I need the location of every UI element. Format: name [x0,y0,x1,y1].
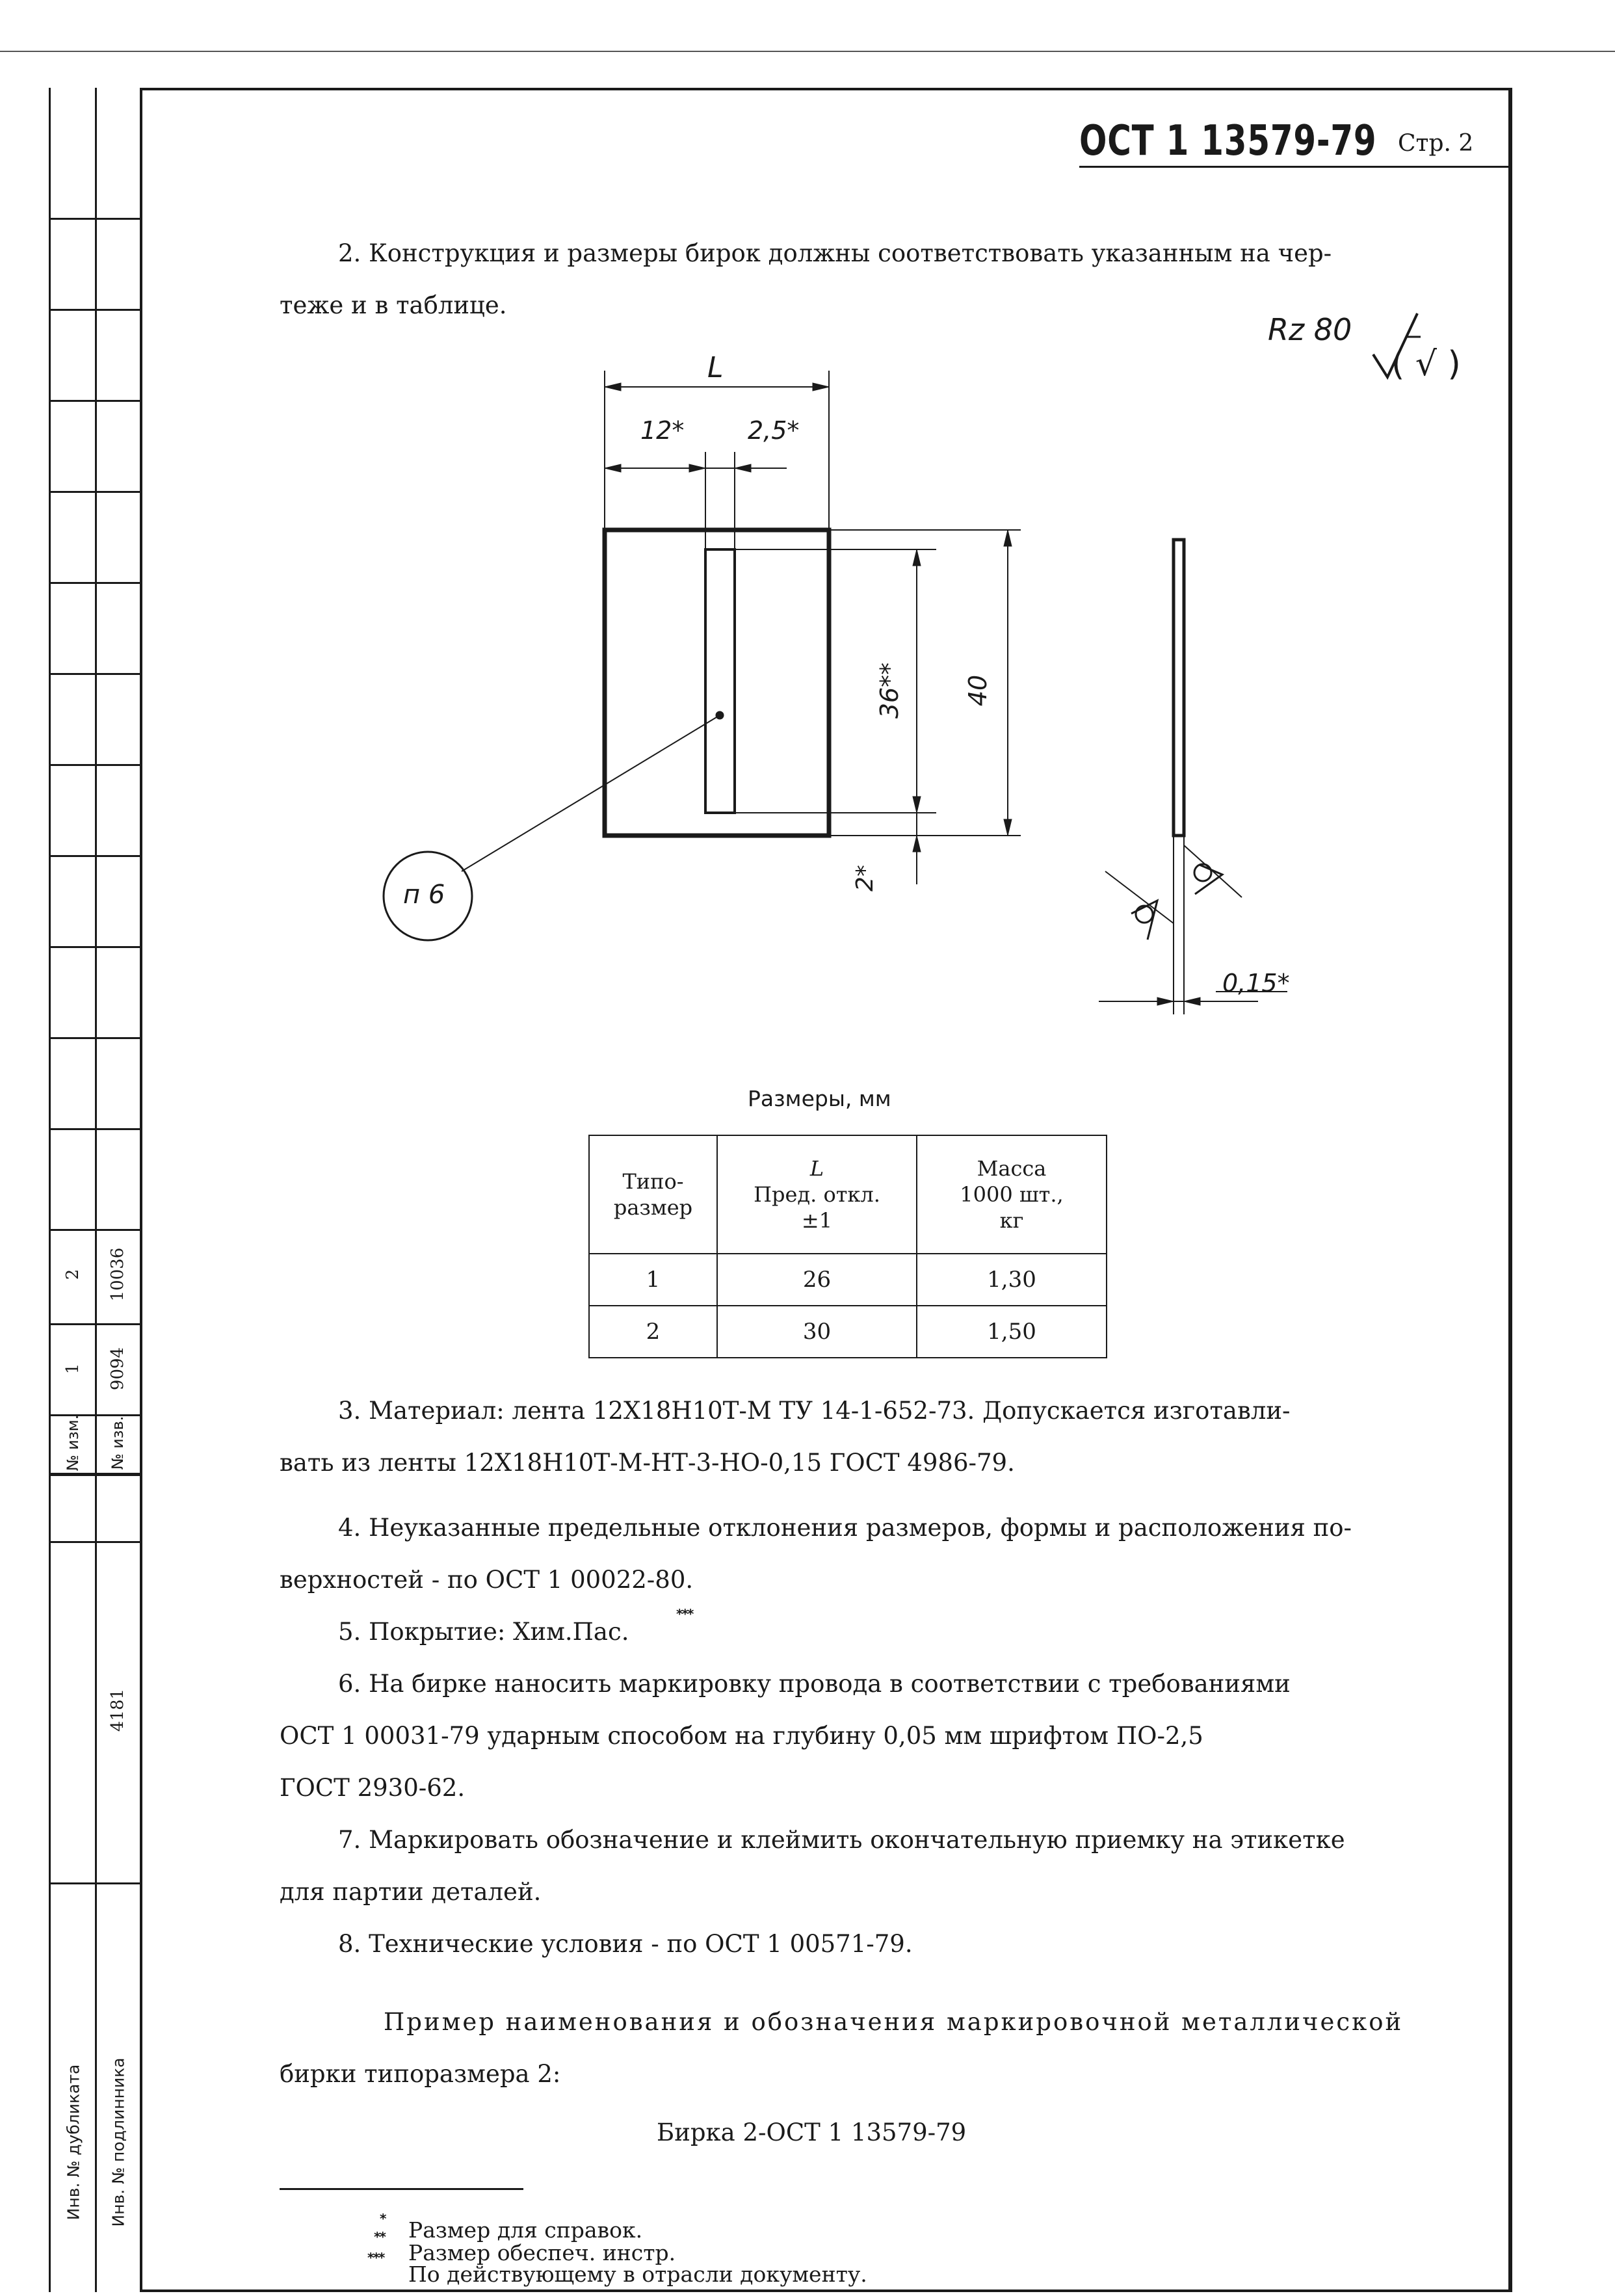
change-1: 1 [63,1363,83,1375]
callout-label: п 6 [403,880,445,910]
cell-size: 1 [589,1254,717,1306]
dim-015-label: 0,15* [1222,969,1290,997]
strip-line [51,946,142,948]
dim-40-label: 40 [964,674,993,707]
strip-line [51,218,142,220]
header-mass-label: Масса [977,1156,1047,1181]
para-5-mark: *** [676,1606,693,1622]
dim-2-5-label: 2,5* [748,416,800,445]
dim-36-label: 36** [875,662,904,719]
header-size-text: Типо- размер [613,1169,693,1220]
top-edge-line [0,51,1615,52]
para-3-line2: вать из ленты 12Х18Н10Т-М-НТ-3-НО-0,15 ГОСТ 4986-79. [280,1449,1015,1477]
strip-line [51,855,142,857]
cell-L: 30 [717,1306,917,1358]
inv-original-value: 4181 [108,1688,127,1732]
footnote-text-3: По действующему в отрасли документу. [408,2262,867,2287]
cell-L: 26 [717,1254,917,1306]
para-4-line2: верхностей - по ОСТ 1 00022-80. [280,1566,694,1594]
footnote-text-1: Размер для справок. [408,2217,643,2243]
footnote-rule [280,2188,523,2190]
doc-code: ОСТ 1 13579-79 [1079,117,1377,165]
strip-line [51,764,142,766]
table-row [589,1306,1107,1358]
para-6-line2: ОСТ 1 00031-79 ударным способом на глубину 0,05 мм шрифтом ПО-2,5 [280,1722,1203,1750]
para-7-line1: 7. Маркировать обозначение и клеймить окончательную приемку на этикетке [338,1826,1345,1854]
inv-original-label: Инв. № подлинника [109,2057,128,2227]
notice-label: № изв. [109,1416,127,1470]
strip-line [51,491,142,493]
strip-line [51,582,142,584]
cell-mass: 1,50 [917,1306,1107,1358]
para-2-line1: 2. Конструкция и размеры бирок должны соответствовать указанным на чер- [338,239,1332,267]
header-mass-unit: кг [999,1208,1024,1233]
tag-outline [605,530,829,836]
para-6-line3: ГОСТ 2930-62. [280,1774,466,1802]
side-view [1174,540,1184,836]
para-6-line1: 6. На бирке наносить маркировку провода в соответствии с требованиями [338,1670,1291,1698]
para-3-line1: 3. Материал: лента 12Х18Н10Т-М ТУ 14-1-652-73. Допускается изготавли- [338,1397,1291,1425]
strip-line [51,309,142,311]
footnote-text-2: Размер обеспеч. инстр. [408,2240,676,2265]
strip-line [51,1541,142,1543]
strip-line [51,1128,142,1130]
strip-line [51,400,142,402]
header-L-tolerance-label: Пред. откл. [754,1182,880,1207]
strip-line [51,673,142,675]
para-4-line1: 4. Неуказанные предельные отклонения размеров, формы и расположения по- [338,1514,1352,1542]
para-7-line2: для партии деталей. [280,1878,542,1906]
dim-L-label: L [707,351,724,384]
para-5-line1: 5. Покрытие: Хим.Пас. [338,1618,629,1646]
header-mass [917,1135,1107,1254]
dim-12-label: 12* [640,416,685,445]
roughness-rest: ( √ ) [1391,345,1461,384]
page-label: Стр. 2 [1398,130,1474,157]
para-8-line1: 8. Технические условия - по ОСТ 1 00571-79. [338,1930,913,1958]
example-line1: Пример наименования и обозначения маркировочной металлической [384,2008,1404,2036]
footnote-mark-3: *** [367,2250,384,2265]
notice-2: 10036 [108,1247,127,1302]
change-label: № изм. [64,1414,82,1471]
revision-strip [49,88,142,2292]
header-mass-qty: 1000 шт., [960,1182,1064,1207]
notice-1: 9094 [108,1347,127,1391]
strip-line [51,1882,142,1884]
cell-mass: 1,30 [917,1254,1107,1306]
header-size [589,1135,717,1254]
strip-divider [95,88,97,2292]
inv-duplicate-label: Инв. № дубликата [64,2064,83,2221]
roughness-value: Rz 80 [1268,312,1352,347]
footnote-mark-1: * [380,2211,386,2226]
para-2-line2: теже и в таблице. [280,291,507,319]
header-L [717,1135,917,1254]
footnote-mark-2: ** [374,2229,385,2245]
example-designation: Бирка 2-ОСТ 1 13579-79 [657,2118,967,2146]
header-underline [1079,166,1508,168]
header-L-symbol: L [809,1156,824,1181]
tag-slot [705,549,735,813]
strip-line [51,1037,142,1039]
header-L-tolerance: ±1 [801,1208,833,1233]
cell-size: 2 [589,1306,717,1358]
change-2: 2 [63,1269,83,1280]
table-header-row [589,1135,1107,1254]
table-caption: Размеры, мм [748,1086,891,1111]
tag-drawing [364,351,1339,1034]
example-line2: бирки типоразмера 2: [280,2060,561,2088]
table-row [589,1254,1107,1306]
dim-2-label: 2* [851,865,878,891]
dimensions-table [588,1135,1107,1358]
